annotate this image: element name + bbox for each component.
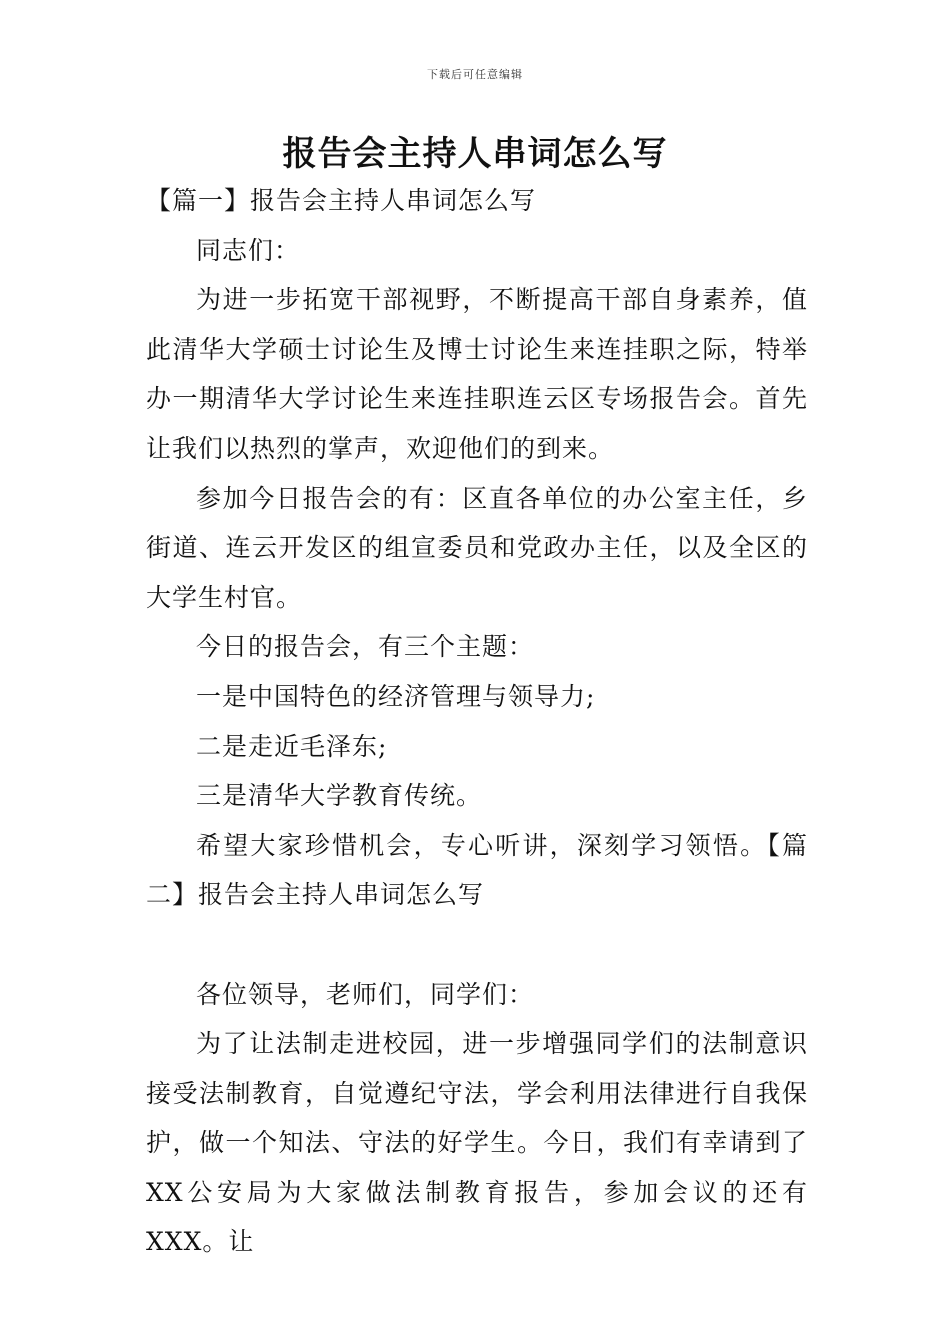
paragraph-themes: 今日的报告会，有三个主题： [196,632,535,662]
section-heading-1: 【篇一】报告会主持人串词怎么写 [146,186,537,215]
paragraph-salutation-2: 各位领导，老师们，同学们： [196,979,535,1009]
paragraph-closing-and-heading-2: 希望大家珍惜机会，专心听讲，深刻学习领悟。【篇二】报告会主持人串词怎么写 [146,830,808,910]
blank-line [146,920,808,970]
paragraph-legal-intro: 为了让法制走进校园，进一步增强同学们的法制意识接受法制教育，自觉遵纪守法，学会利用法律进行自我保护，做一个知法、守法的好学生。今日，我们有幸请到了XX公安局为大家做法制教育报告，参加会议的还有XXX。让 [146,1029,808,1257]
paragraph-salutation-1: 同志们： [196,235,301,265]
paragraph-attendees: 参加今日报告会的有：区直各单位的办公室主任，乡街道、连云开发区的组宣委员和党政办主任，以及全区的大学生村官。 [146,483,808,612]
document-title: 报告会主持人串词怎么写 [282,134,668,174]
paragraph-theme-1: 一是中国特色的经济管理与领导力; [196,681,596,711]
paragraph-theme-2: 二是走近毛泽东; [196,731,388,761]
header-note: 下载后可任意编辑 [427,68,523,81]
paragraph-intro: 为进一步拓宽干部视野，不断提高干部自身素养，值此清华大学硕士讨论生及博士讨论生来连挂职之际，特举办一期清华大学讨论生来连挂职连云区专场报告会。首先让我们以热烈的掌声，欢迎他们的到来。 [146,285,808,463]
document-body [146,176,808,1267]
paragraph-theme-3: 三是清华大学教育传统。 [196,781,483,811]
